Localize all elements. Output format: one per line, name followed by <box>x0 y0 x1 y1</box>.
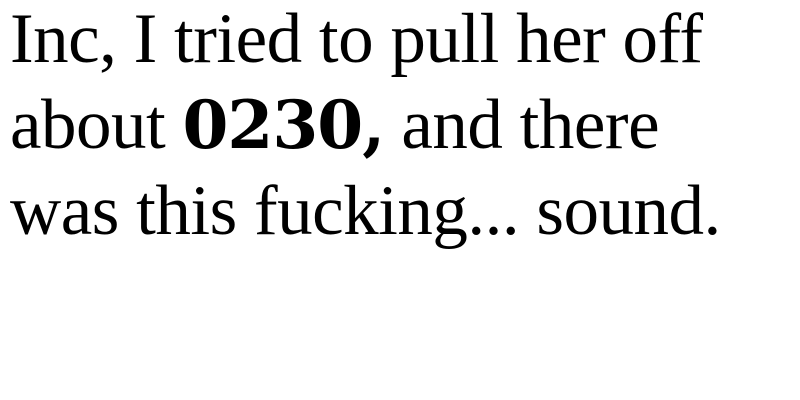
line-2-before: about <box>10 86 183 164</box>
line-3-text: was this fucking... sound. <box>10 172 721 250</box>
text-line-3 <box>10 168 800 254</box>
bold-time: 0230, <box>182 86 385 164</box>
line-1-text: Inc, I tried to pull her off <box>10 0 703 78</box>
line-2-after: and there <box>384 86 660 164</box>
text-line-2 <box>10 82 800 168</box>
text-block <box>10 0 800 254</box>
text-line-1 <box>10 0 800 82</box>
